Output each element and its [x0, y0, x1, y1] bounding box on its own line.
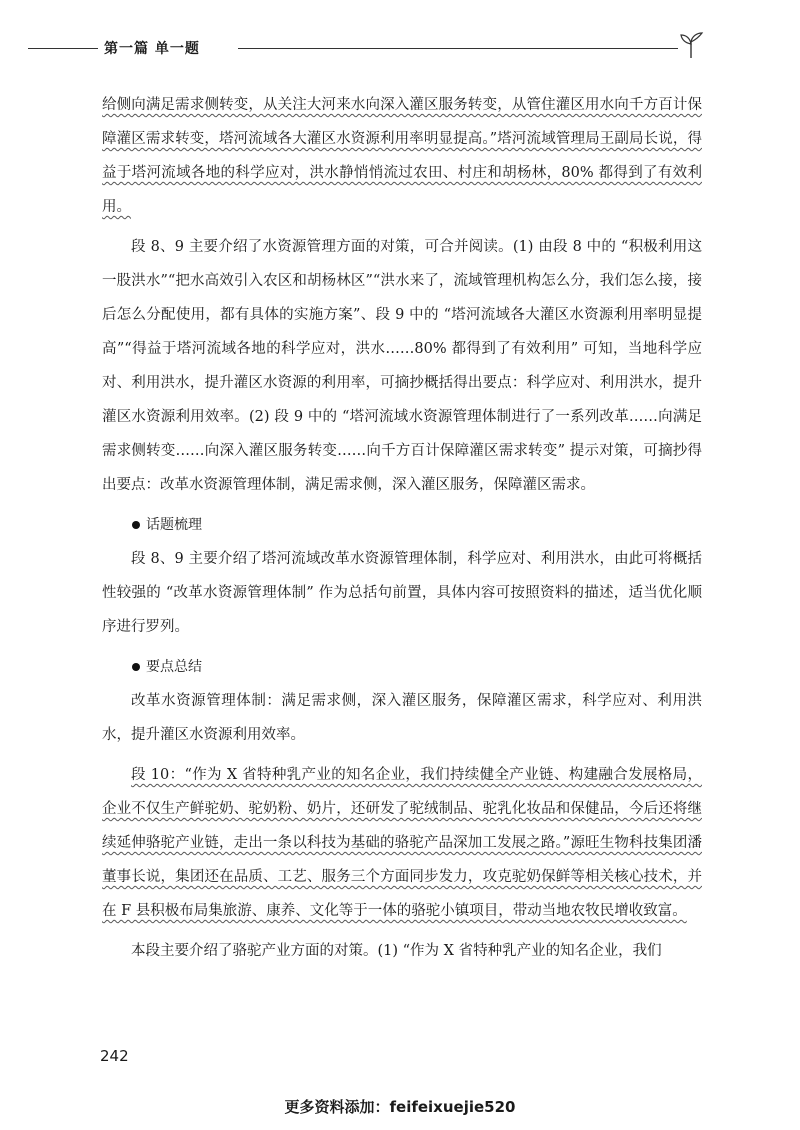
page-header [0, 28, 800, 68]
page-number: 242 [100, 1047, 129, 1065]
section-heading-topic [132, 508, 702, 542]
sprout-icon [676, 30, 706, 60]
paragraph-text: 段 8、9 主要介绍了塔河流域改革水资源管理体制，科学应对、利用洪水，由此可将概括性较强的 “改革水资源管理体制” 作为总括句前置，具体内容可按照资料的描述，适当优化顺序进行罗列。 [102, 551, 702, 635]
heading-label: 要点总结 [146, 659, 202, 675]
bullet-icon [132, 521, 140, 529]
paragraph-text: 改革水资源管理体制：满足需求侧，深入灌区服务，保障灌区需求，科学应对、利用洪水，提升灌区水资源利用效率。 [102, 693, 702, 743]
heading-label: 话题梳理 [146, 517, 202, 533]
header-rule-right [238, 48, 678, 49]
bullet-icon [132, 663, 140, 671]
paragraph-text: 段 8、9 主要介绍了水资源管理方面的对策，可合并阅读。(1) 由段 8 中的 “积极利用这一股洪水”“把水高效引入农区和胡杨林区”“洪水来了，流域管理机构怎么分，我们怎么接，接后怎么分配使用，都有具体的实施方案”、段 9 中的 “塔河流域各大灌区水资源利用率明显提高”“得益于塔河流域各地的科学应对，洪水……80% 都得到了有效利用” 可知，当地科学应对、利用洪水，提升灌区水资源的利用率，可摘抄概括得出要点：科学应对、利用洪水，提升灌区水资源利用效率。(2) 段 9 中的 “塔河流域水资源管理体制进行了一系列改革……向满足需求侧转变……向深入灌区服务转变……向千方百计保障灌区需求转变” 提示对策，可摘抄得出要点：改革水资源管理体制，满足需求侧，深入灌区服务，保障灌区需求。 [102, 239, 702, 493]
paragraph-text: 段 10：“作为 X 省特种乳产业的知名企业，我们持续健全产业链、构建融合发展格局，企业不仅生产鲜驼奶、驼奶粉、奶片，还研发了驼绒制品、驼乳化妆品和保健品，今后还将继续延伸骆驼产业链，走出一条以科技为基础的骆驼产品深加工发展之路。”源旺生物科技集团潘董事长说，集团还在品质、工艺、服务三个方面同步发力，攻克驼奶保鲜等相关核心技术，并在 F 县积极布局集旅游、康养、文化等于一体的骆驼小镇项目，带动当地农牧民增收致富。 [102, 767, 702, 919]
paragraph-text: 本段主要介绍了骆驼产业方面的对策。(1) “作为 X 省特种乳产业的知名企业，我们 [131, 943, 662, 959]
paragraph-text: 给侧向满足需求侧转变，从关注大河来水向深入灌区服务转变，从管住灌区用水向千方百计保障灌区需求转变，塔河流域各大灌区水资源利用率明显提高。”塔河流域管理局王副局长说，得益于塔河流域各地的科学应对，洪水静悄悄流过农田、村庄和胡杨林，80% 都得到了有效利用。 [102, 97, 702, 215]
section-title: 第一篇 单一题 [104, 41, 200, 57]
header-rule-left [28, 48, 98, 49]
section-heading-summary [132, 650, 702, 684]
footer-note: 更多资料添加：feifeixuejie520 [284, 1098, 516, 1116]
page-body [102, 88, 702, 968]
